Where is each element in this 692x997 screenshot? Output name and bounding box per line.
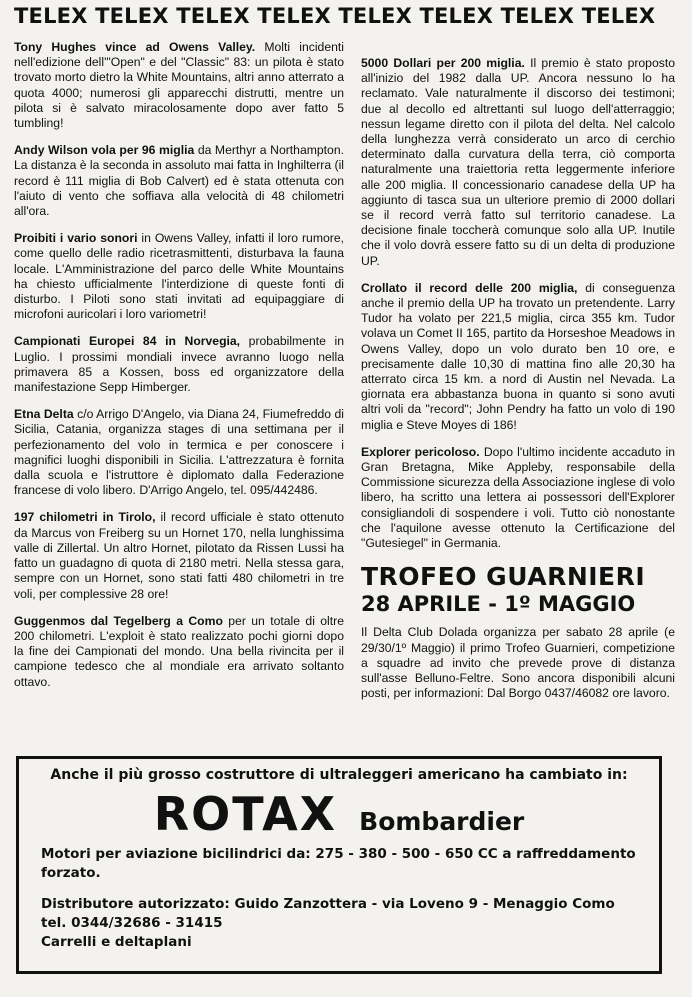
news-item <box>14 407 344 498</box>
masthead: TELEX TELEX TELEX TELEX TELEX TELEX TELEX TELEX <box>14 4 656 28</box>
news-item <box>361 281 675 433</box>
right-column <box>361 56 675 713</box>
news-headline: Proibiti i vario sonori <box>14 231 138 246</box>
news-headline: Tony Hughes vince ad Owens Valley. <box>14 40 256 54</box>
trofeo-title: TROFEO GUARNIERI <box>361 562 646 592</box>
news-text: c/o Arrigo D'Angelo, via Diana 24, Fiumefreddo di Sicilia, Catania, organizza stages di una settimana per il perfezionamento del volo in termica e per conoscere i magnifici luoghi disponibili in Sicilia. L'attrezzatura è fornita dalla scuola e l'istruttore è diplomato dalla Federazione francese di volo libero. D'Arrigo Angelo, tel. 095/442486. <box>14 407 344 498</box>
news-item <box>361 445 675 551</box>
news-headline: Crollato il record delle 200 miglia, <box>361 280 578 295</box>
ad-motors: Motori per aviazione bicilindrici da: 275 - 380 - 500 - 650 CC a raffreddamento forzato. <box>41 846 636 881</box>
news-headline: Etna Delta <box>14 407 74 422</box>
news-item <box>14 143 344 219</box>
news-text: il record ufficiale è stato ottenuto da Marcus von Freiberg su un Hornet 170, nella lunghissima valle di Zillertal. Un altro Hornet, pilotato da Rissen Lussi ha fatto un guadagno di quota di 2180 metri. Nella stessa gara, sempre con un Hornet, sono stati fatti 480 chilometri in tre voli, per complessive 28 ore! <box>14 510 344 601</box>
news-item <box>361 56 675 269</box>
news-headline: 197 chilometri in Tirolo, <box>14 510 156 525</box>
ad-brand-row <box>41 787 637 841</box>
news-text: Molti incidenti nell'edizione dell'"Open" e del "Classic" 83: un pilota è stato trovato morto dietro la White Mountains, altri anno atterrato a quota 4000; numerosi gli apparecchi distrutti, mentre un pilota si è salvato miracolosamente dopo aver fatto 5 tumbling! <box>14 40 344 131</box>
ad-intro: Anche il più grosso costruttore di ultraleggeri americano ha cambiato in: <box>50 767 628 783</box>
news-text: per un totale di oltre 200 chilometri. L'exploit è stato realizzato pochi giorni dopo la fine dei Campionati del mondo. Una bella rivincita per il campione tedesco che al mondiale era arrivato soltanto ottavo. <box>14 613 344 689</box>
news-headline: Explorer pericoloso. <box>361 444 480 459</box>
news-headline: Guggenmos dal Tegelberg a Como <box>14 613 223 628</box>
trofeo-dates: 28 APRILE - 1º MAGGIO <box>361 592 636 617</box>
news-text: di conseguenza anche il premio della UP ha trovato un pretendente. Larry Tudor ha volato per 221,5 miglia, circa 355 km. Tudor volava un Comet II 165, partito da Horseshoe Meadows in Owens Valley, dopo un volo durato ben 10 ore, e precisamente dalle 10,30 di mattina fino alle 20,30 ha atterrato circa 15 km. a nord di Austin nel Nevada. La giornata era abbastanza buona in quanto si sono avuti altri voli da "record"; John Pendry ha fatto un volo di 190 miglia e Steve Moyes di 186! <box>361 280 675 432</box>
news-headline: 5000 Dollari per 200 miglia. <box>361 56 525 70</box>
news-headline: Andy Wilson vola per 96 miglia <box>14 143 195 158</box>
news-item <box>14 614 344 690</box>
rotax-advertisement <box>16 756 662 974</box>
news-text: Il premio è stato proposto all'inizio del 1982 dalla UP. Ancora nessuno lo ha reclamato. Vale naturalmente il discorso dei testimoni; due al decollo ed altrettanti sul luogo dell'atterraggio; nessun legame diretto con il pilota del delta. Nel calcolo della lunghezza verrà considerato un arco di cerchio determinato dalla curvatura della terra, ciò comporta naturalmente una traiettoria retta leggermente inferiore alle 200 miglia. Il concessionario canadese della UP ha aggiunto di tasca sua un ulteriore premio di 2000 dollari se il record verrà fatto sul territorio canadese. La decisione finale toccherà comunque solo alla UP. Inutile che il volo dovrà essere fatto su di un delta di produzione UP. <box>361 56 675 268</box>
news-item <box>14 334 344 395</box>
ad-brand-sub: Bombardier <box>359 807 525 836</box>
news-text: in Owens Valley, infatti il loro rumore, come quello delle radio ricetrasmittenti, disturbava la fauna locale. L'Amministrazione del parco delle White Mountains ha chiesto ufficialmente l'interdizione di queste fonti di disturbo. I Piloti sono stati invitati ad equipaggiare di microfoni auricolari i loro variometri! <box>14 231 344 322</box>
left-column <box>14 40 344 702</box>
news-item <box>14 40 344 131</box>
news-item <box>14 231 344 322</box>
ad-brand: ROTAX <box>153 787 338 841</box>
ad-phone: tel. 0344/32686 - 31415 <box>41 915 223 931</box>
ad-products: Carrelli e deltaplani <box>41 934 192 950</box>
news-item <box>14 510 344 601</box>
news-text: probabilmente in Luglio. I prossimi mondiali invece avranno luogo nella primavera 85 a Kossen, boss ed organizzatore della manifestazione Sepp Himberger. <box>14 334 345 395</box>
trofeo-section <box>361 563 675 701</box>
news-text: Dopo l'ultimo incidente accaduto in Gran Bretagna, Mike Appleby, responsabile della Commissione sicurezza della Associazione inglese di volo libero, ha scritto una lettera ai possessori dell'Explorer consigliandoli di sospendere i voli. Tutto ciò nonostante che l'aquilone avesse ottenuto la Certificazione del "Gutesiegel" in Germania. <box>361 444 675 551</box>
ad-distributor: Distributore autorizzato: Guido Zanzottera - via Loveno 9 - Menaggio Como <box>41 896 615 912</box>
trofeo-text: Il Delta Club Dolada organizza per sabato 28 aprile (e 29/30/1º Maggio) il primo Trofeo Guarnieri, competizione a squadre ad invito che prevede prove di distanza sull'asse Belluno-Feltre. Sono ancora disponibili alcuni posti, per informazioni: Dal Borgo 0437/46082 ore lavoro. <box>361 625 675 701</box>
news-headline: Campionati Europei 84 in Norvegia, <box>14 334 241 349</box>
news-text: da Merthyr a Northampton. La distanza è la seconda in assoluto mai fatta in Inghilterra (il record è 111 miglia di Bob Calvert) ed è stata ottenuta con l'aiuto di vento che soffiava alla velocità di 48 chilometri all'ora. <box>14 143 344 219</box>
